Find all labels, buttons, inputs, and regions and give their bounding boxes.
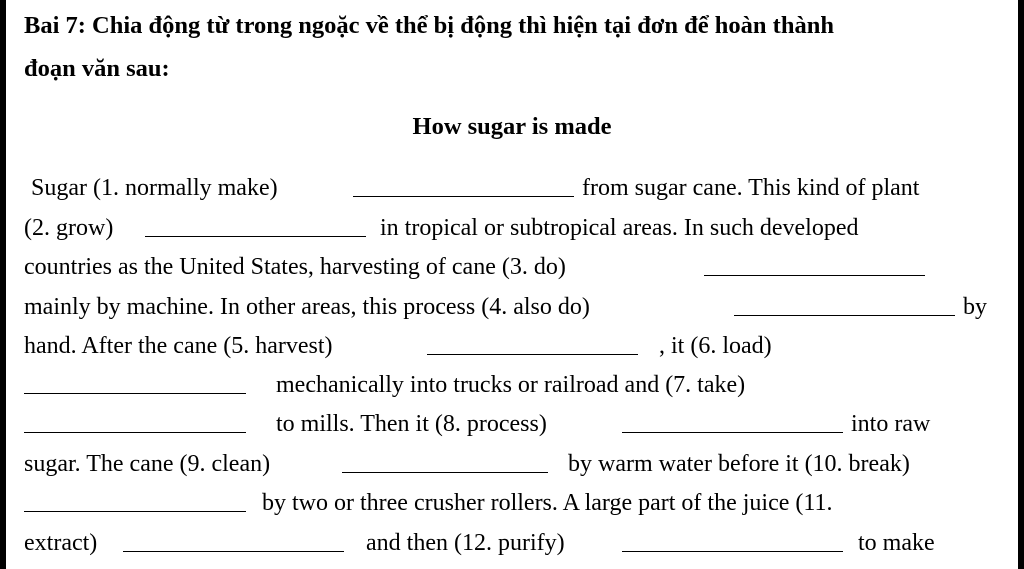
- passage-text: and then (12. purify): [366, 530, 565, 556]
- answer-blank-8[interactable]: [622, 432, 843, 433]
- exercise-heading-line-2: đoạn văn sau:: [24, 55, 170, 82]
- answer-blank-4[interactable]: [734, 315, 955, 316]
- passage-line-2: [6, 215, 1018, 245]
- answer-blank-3[interactable]: [704, 275, 925, 276]
- answer-blank-1[interactable]: [353, 196, 574, 197]
- answer-blank-2[interactable]: [145, 236, 366, 237]
- answer-blank-10[interactable]: [24, 511, 246, 512]
- passage-text: sugar. The cane (9. clean): [24, 451, 271, 477]
- answer-blank-12[interactable]: [622, 551, 843, 552]
- passage-text: from sugar cane. This kind of plant: [582, 175, 920, 201]
- passage-text: mechanically into trucks or railroad and (7. take): [276, 372, 746, 398]
- passage-text: Sugar (1. normally make): [31, 175, 278, 201]
- passage-line-1: [6, 175, 1018, 205]
- passage-text: hand. After the cane (5. harvest): [24, 333, 333, 359]
- passage-text: by two or three crusher rollers. A large part of the juice (11.: [262, 490, 833, 516]
- passage-line-9: [6, 490, 1018, 520]
- answer-blank-7[interactable]: [24, 432, 246, 433]
- passage-line-4: [6, 294, 1018, 324]
- answer-blank-5[interactable]: [427, 354, 638, 355]
- answer-blank-11[interactable]: [123, 551, 344, 552]
- passage-text: to mills. Then it (8. process): [276, 411, 547, 437]
- passage-text: extract): [24, 530, 98, 556]
- passage-text: mainly by machine. In other areas, this process (4. also do): [24, 294, 590, 320]
- passage-text: by: [963, 294, 987, 320]
- passage-text: , it (6. load): [659, 333, 772, 359]
- passage-line-10: [6, 530, 1018, 560]
- passage-text: into raw: [851, 411, 931, 437]
- answer-blank-9[interactable]: [342, 472, 548, 473]
- passage-text: by warm water before it (10. break): [568, 451, 910, 477]
- passage-line-3: [6, 254, 1018, 284]
- passage-text: in tropical or subtropical areas. In such developed: [380, 215, 859, 241]
- exercise-heading-line-1: Bai 7: Chia động từ trong ngoặc về thể bị động thì hiện tại đơn để hoàn thành: [24, 12, 834, 39]
- passage-text: countries as the United States, harvesting of cane (3. do): [24, 254, 566, 280]
- answer-blank-6[interactable]: [24, 393, 246, 394]
- passage-line-5: [6, 333, 1018, 363]
- passage-text: to make: [858, 530, 935, 556]
- passage-text: (2. grow): [24, 215, 114, 241]
- passage-line-7: [6, 411, 1018, 441]
- passage-line-6: [6, 372, 1018, 402]
- exercise-page: [6, 0, 1018, 569]
- passage-title: How sugar is made: [412, 113, 612, 140]
- passage-line-8: [6, 451, 1018, 481]
